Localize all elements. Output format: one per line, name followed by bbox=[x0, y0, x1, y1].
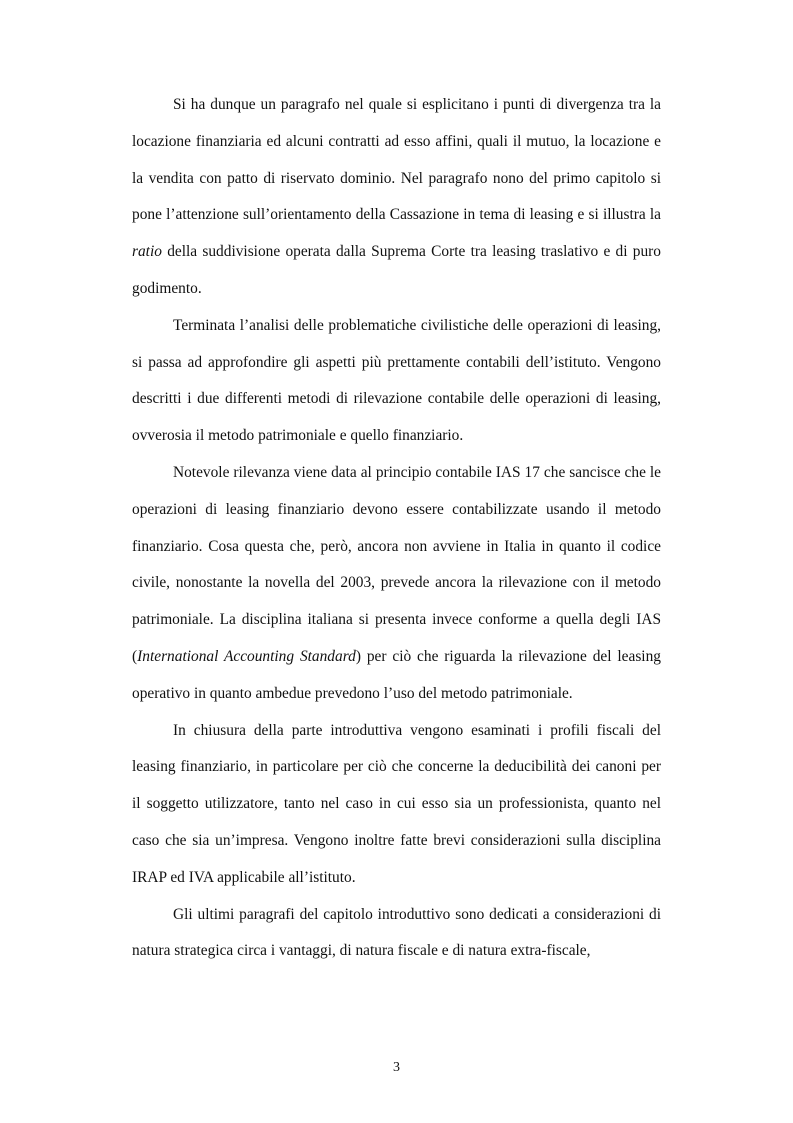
page-number: 3 bbox=[393, 1060, 400, 1075]
italic-term-ias: International Accounting Standard bbox=[137, 647, 356, 665]
paragraph bbox=[132, 87, 661, 308]
text-run: In chiusura della parte introduttiva vengono esaminati i profili fiscali del leasing finanziario, in particolare per ciò che concerne la deducibilità dei canoni per il soggetto utilizzatore, tanto nel caso in cui esso sia un professionista, quanto nel caso che sia un’impresa. Vengono inoltre fatte brevi considerazioni sulla disciplina IRAP ed IVA applicabile all’istituto. bbox=[132, 721, 661, 886]
paragraph bbox=[132, 897, 661, 971]
page-body bbox=[132, 87, 661, 970]
text-run: Terminata l’analisi delle problematiche civilistiche delle operazioni di leasing, si passa ad approfondire gli aspetti più prettamente contabili dell’istituto. Vengono descritti i due differenti metodi di rilevazione contabile delle operazioni di leasing, ovverosia il metodo patrimoniale e quello finanziario. bbox=[132, 316, 661, 445]
text-run: della suddivisione operata dalla Suprema Corte tra leasing traslativo e di puro godimento. bbox=[132, 243, 661, 297]
paragraph bbox=[132, 713, 661, 897]
text-run: Gli ultimi paragrafi del capitolo introduttivo sono dedicati a considerazioni di natura strategica circa i vantaggi, di natura fiscale e di natura extra-fiscale, bbox=[132, 905, 661, 960]
text-run: Si ha dunque un paragrafo nel quale si esplicitano i punti di divergenza tra la locazione finanziaria ed alcuni contratti ad esso affini, quali il mutuo, la locazione e la vendita con patto di riservato dominio. Nel paragrafo nono del primo capitolo si pone l’attenzione sull’orientamento della Cassazione in tema di leasing e si illustra la bbox=[132, 96, 661, 224]
text-run: Notevole rilevanza viene data al principio contabile IAS 17 che sancisce che le operazioni di leasing finanziario devono essere contabilizzate usando il metodo finanziario. Cosa questa che, però, ancora non avviene in Italia in quanto il codice civile, nonostante la novella del 2003, prevede ancora la rilevazione con il metodo patrimoniale. La disciplina italiana si presenta invece conforme a quella degli IAS ( bbox=[132, 463, 661, 665]
paragraph bbox=[132, 308, 661, 455]
paragraph bbox=[132, 455, 661, 713]
text-run: ) per ciò che riguarda la rilevazione del leasing operativo in quanto ambedue prevedono l’uso del metodo patrimoniale. bbox=[132, 647, 661, 702]
italic-term-ratio: ratio bbox=[132, 243, 162, 261]
